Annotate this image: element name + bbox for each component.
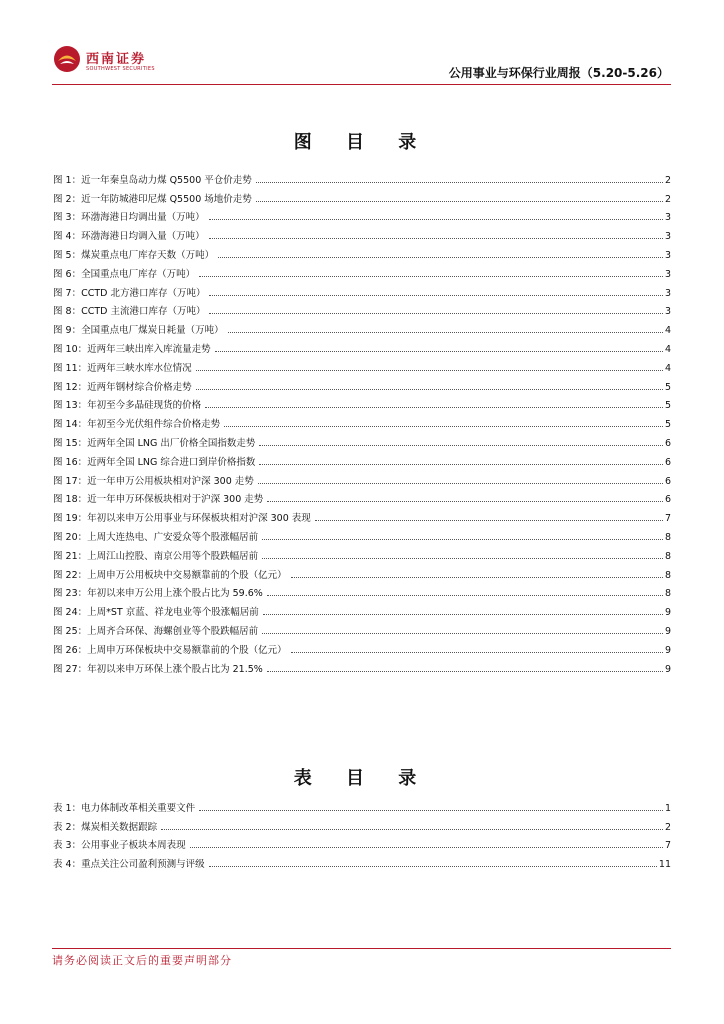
table-toc-title: 表 目 录 bbox=[293, 768, 431, 789]
toc-entry-page: 6 bbox=[664, 494, 671, 506]
toc-leader-dots bbox=[205, 406, 663, 408]
toc-leader-dots bbox=[190, 846, 663, 848]
toc-entry-label: 图 5：煤炭重点电厂库存天数（万吨） bbox=[53, 249, 215, 261]
toc-entry-label: 表 4：重点关注公司盈利预测与评级 bbox=[53, 859, 205, 871]
toc-entry-page: 8 bbox=[664, 550, 671, 562]
toc-entry-label: 图 4：环渤海港日均调入量（万吨） bbox=[53, 231, 205, 243]
toc-leader-dots bbox=[267, 670, 663, 672]
toc-entry-page: 4 bbox=[664, 362, 671, 374]
footer-disclaimer: 请务必阅读正文后的重要声明部分 bbox=[52, 954, 232, 967]
toc-leader-dots bbox=[315, 519, 663, 521]
toc-entry-label: 图 24：上周*ST 京蓝、祥龙电业等个股涨幅居前 bbox=[53, 607, 259, 619]
toc-entry-page: 3 bbox=[664, 231, 671, 243]
toc-entry-label: 图 13：年初至今多晶硅现货的价格 bbox=[53, 400, 202, 412]
toc-entry[interactable] bbox=[53, 468, 671, 487]
toc-leader-dots bbox=[262, 557, 663, 559]
toc-entry-page: 8 bbox=[664, 531, 671, 543]
toc-entry[interactable] bbox=[53, 562, 671, 581]
toc-entry-label: 图 17：近一年申万公用板块相对沪深 300 走势 bbox=[53, 475, 254, 487]
toc-entry-page: 11 bbox=[658, 859, 671, 871]
toc-entry[interactable] bbox=[53, 833, 671, 852]
toc-entry[interactable] bbox=[53, 543, 671, 562]
toc-entry-label: 图 26：上周申万环保板块中交易额靠前的个股（亿元） bbox=[53, 644, 287, 656]
toc-entry-page: 8 bbox=[664, 588, 671, 600]
toc-entry-label: 图 18：近一年申万环保板块相对于沪深 300 走势 bbox=[53, 494, 264, 506]
toc-entry-label: 图 8：CCTD 主流港口库存（万吨） bbox=[53, 306, 206, 318]
toc-entry[interactable] bbox=[53, 487, 671, 506]
toc-entry-page: 8 bbox=[664, 569, 671, 581]
toc-entry[interactable] bbox=[53, 355, 671, 374]
toc-entry-page: 9 bbox=[664, 663, 671, 675]
toc-entry-label: 图 11：近两年三峡水库水位情况 bbox=[53, 362, 192, 374]
header-divider bbox=[52, 84, 671, 85]
toc-entry-page: 6 bbox=[664, 437, 671, 449]
toc-entry-page: 4 bbox=[664, 343, 671, 355]
toc-leader-dots bbox=[196, 388, 663, 390]
toc-entry[interactable] bbox=[53, 430, 671, 449]
toc-leader-dots bbox=[256, 200, 663, 202]
toc-entry[interactable] bbox=[53, 581, 671, 600]
logo-name-en: SOUTHWEST SECURITIES bbox=[86, 66, 155, 72]
toc-entry-label: 图 19：年初以来申万公用事业与环保板块相对沪深 300 表现 bbox=[53, 513, 311, 525]
toc-leader-dots bbox=[209, 294, 662, 296]
toc-leader-dots bbox=[196, 369, 663, 371]
toc-leader-dots bbox=[199, 809, 663, 811]
toc-leader-dots bbox=[224, 425, 663, 427]
toc-entry-page: 7 bbox=[664, 840, 671, 852]
logo-name-cn: 西南证券 bbox=[86, 52, 147, 67]
toc-entry-label: 图 16：近两年全国 LNG 综合进口到岸价格指数 bbox=[53, 456, 256, 468]
toc-leader-dots bbox=[291, 651, 663, 653]
toc-entry[interactable] bbox=[53, 505, 671, 524]
toc-leader-dots bbox=[209, 312, 662, 314]
toc-leader-dots bbox=[256, 181, 663, 183]
toc-entry[interactable] bbox=[53, 336, 671, 355]
toc-leader-dots bbox=[259, 444, 663, 446]
toc-entry[interactable] bbox=[53, 851, 671, 870]
toc-entry-label: 图 21：上周江山控股、南京公用等个股跌幅居前 bbox=[53, 550, 259, 562]
report-title: 公用事业与环保行业周报（5.20-5.26） bbox=[448, 66, 669, 80]
toc-entry[interactable] bbox=[53, 242, 671, 261]
toc-entry[interactable] bbox=[53, 280, 671, 299]
toc-entry-label: 图 23：年初以来申万公用上涨个股占比为 59.6% bbox=[53, 588, 263, 600]
toc-leader-dots bbox=[209, 237, 663, 239]
toc-entry-label: 图 9：全国重点电厂煤炭日耗量（万吨） bbox=[53, 325, 224, 337]
toc-entry[interactable] bbox=[53, 814, 671, 833]
toc-entry[interactable] bbox=[53, 317, 671, 336]
toc-leader-dots bbox=[258, 482, 663, 484]
toc-entry-page: 4 bbox=[664, 325, 671, 337]
toc-entry[interactable] bbox=[53, 637, 671, 656]
toc-entry[interactable] bbox=[53, 167, 671, 186]
toc-entry-label: 图 22：上周申万公用板块中交易额靠前的个股（亿元） bbox=[53, 569, 287, 581]
toc-entry-page: 3 bbox=[664, 287, 671, 299]
logo-emblem-icon bbox=[52, 44, 82, 74]
toc-entry-label: 表 1：电力体制改革相关重要文件 bbox=[53, 802, 196, 814]
toc-entry-label: 图 3：环渤海港日均调出量（万吨） bbox=[53, 212, 205, 224]
toc-entry-page: 2 bbox=[664, 174, 671, 186]
toc-entry-page: 9 bbox=[664, 625, 671, 637]
toc-leader-dots bbox=[262, 632, 663, 634]
toc-leader-dots bbox=[259, 463, 663, 465]
toc-entry-page: 3 bbox=[664, 306, 671, 318]
toc-entry-label: 图 6：全国重点电厂库存（万吨） bbox=[53, 268, 196, 280]
toc-entry-page: 3 bbox=[664, 268, 671, 280]
toc-entry[interactable] bbox=[53, 524, 671, 543]
toc-entry-label: 图 1：近一年秦皇岛动力煤 Q5500 平仓价走势 bbox=[53, 174, 252, 186]
toc-leader-dots bbox=[218, 256, 663, 258]
toc-entry-page: 1 bbox=[664, 802, 671, 814]
toc-entry-page: 2 bbox=[664, 193, 671, 205]
toc-leader-dots bbox=[267, 594, 663, 596]
toc-entry-page: 5 bbox=[664, 419, 671, 431]
toc-entry-label: 图 7：CCTD 北方港口库存（万吨） bbox=[53, 287, 206, 299]
toc-entry-label: 表 3：公用事业子板块本周表现 bbox=[53, 840, 186, 852]
figure-toc-list bbox=[53, 167, 671, 675]
toc-entry-label: 图 10：近两年三峡出库入库流量走势 bbox=[53, 343, 211, 355]
toc-leader-dots bbox=[161, 828, 663, 830]
toc-entry[interactable] bbox=[53, 186, 671, 205]
toc-entry-page: 9 bbox=[664, 607, 671, 619]
toc-entry-page: 5 bbox=[664, 381, 671, 393]
toc-entry-page: 6 bbox=[664, 475, 671, 487]
toc-entry-page: 5 bbox=[664, 400, 671, 412]
toc-entry[interactable] bbox=[53, 656, 671, 675]
toc-leader-dots bbox=[267, 500, 663, 502]
toc-entry[interactable] bbox=[53, 223, 671, 242]
footer-divider bbox=[52, 948, 671, 949]
toc-leader-dots bbox=[199, 275, 663, 277]
toc-entry[interactable] bbox=[53, 449, 671, 468]
toc-leader-dots bbox=[209, 865, 657, 867]
toc-entry-page: 3 bbox=[664, 249, 671, 261]
toc-entry-label: 图 25：上周齐合环保、海螺创业等个股跌幅居前 bbox=[53, 625, 259, 637]
toc-entry[interactable] bbox=[53, 618, 671, 637]
figure-toc-title: 图 目 录 bbox=[293, 132, 431, 153]
toc-entry-label: 图 20：上周大连热电、广安爱众等个股涨幅居前 bbox=[53, 531, 259, 543]
toc-leader-dots bbox=[291, 576, 663, 578]
toc-entry[interactable] bbox=[53, 393, 671, 412]
brand-logo bbox=[52, 44, 162, 76]
toc-entry-label: 图 27：年初以来申万环保上涨个股占比为 21.5% bbox=[53, 663, 263, 675]
toc-entry[interactable] bbox=[53, 795, 671, 814]
toc-entry-label: 图 15：近两年全国 LNG 出厂价格全国指数走势 bbox=[53, 437, 256, 449]
toc-entry-page: 3 bbox=[664, 212, 671, 224]
toc-leader-dots bbox=[215, 350, 663, 352]
toc-entry[interactable] bbox=[53, 374, 671, 393]
toc-leader-dots bbox=[228, 331, 663, 333]
toc-entry[interactable] bbox=[53, 599, 671, 618]
toc-entry-page: 7 bbox=[664, 513, 671, 525]
toc-entry-label: 图 12：近两年钢材综合价格走势 bbox=[53, 381, 192, 393]
toc-entry-label: 表 2：煤炭相关数据跟踪 bbox=[53, 821, 158, 833]
toc-entry-page: 2 bbox=[664, 821, 671, 833]
toc-entry[interactable] bbox=[53, 205, 671, 224]
toc-leader-dots bbox=[209, 218, 663, 220]
toc-leader-dots bbox=[263, 613, 663, 615]
toc-entry[interactable] bbox=[53, 411, 671, 430]
toc-entry-page: 6 bbox=[664, 456, 671, 468]
toc-entry-page: 9 bbox=[664, 644, 671, 656]
toc-entry[interactable] bbox=[53, 261, 671, 280]
toc-entry-label: 图 14：年初至今光伏组件综合价格走势 bbox=[53, 419, 221, 431]
toc-leader-dots bbox=[262, 538, 663, 540]
toc-entry[interactable] bbox=[53, 299, 671, 318]
toc-entry-label: 图 2：近一年防城港印尼煤 Q5500 场地价走势 bbox=[53, 193, 252, 205]
table-toc-list bbox=[53, 795, 671, 870]
